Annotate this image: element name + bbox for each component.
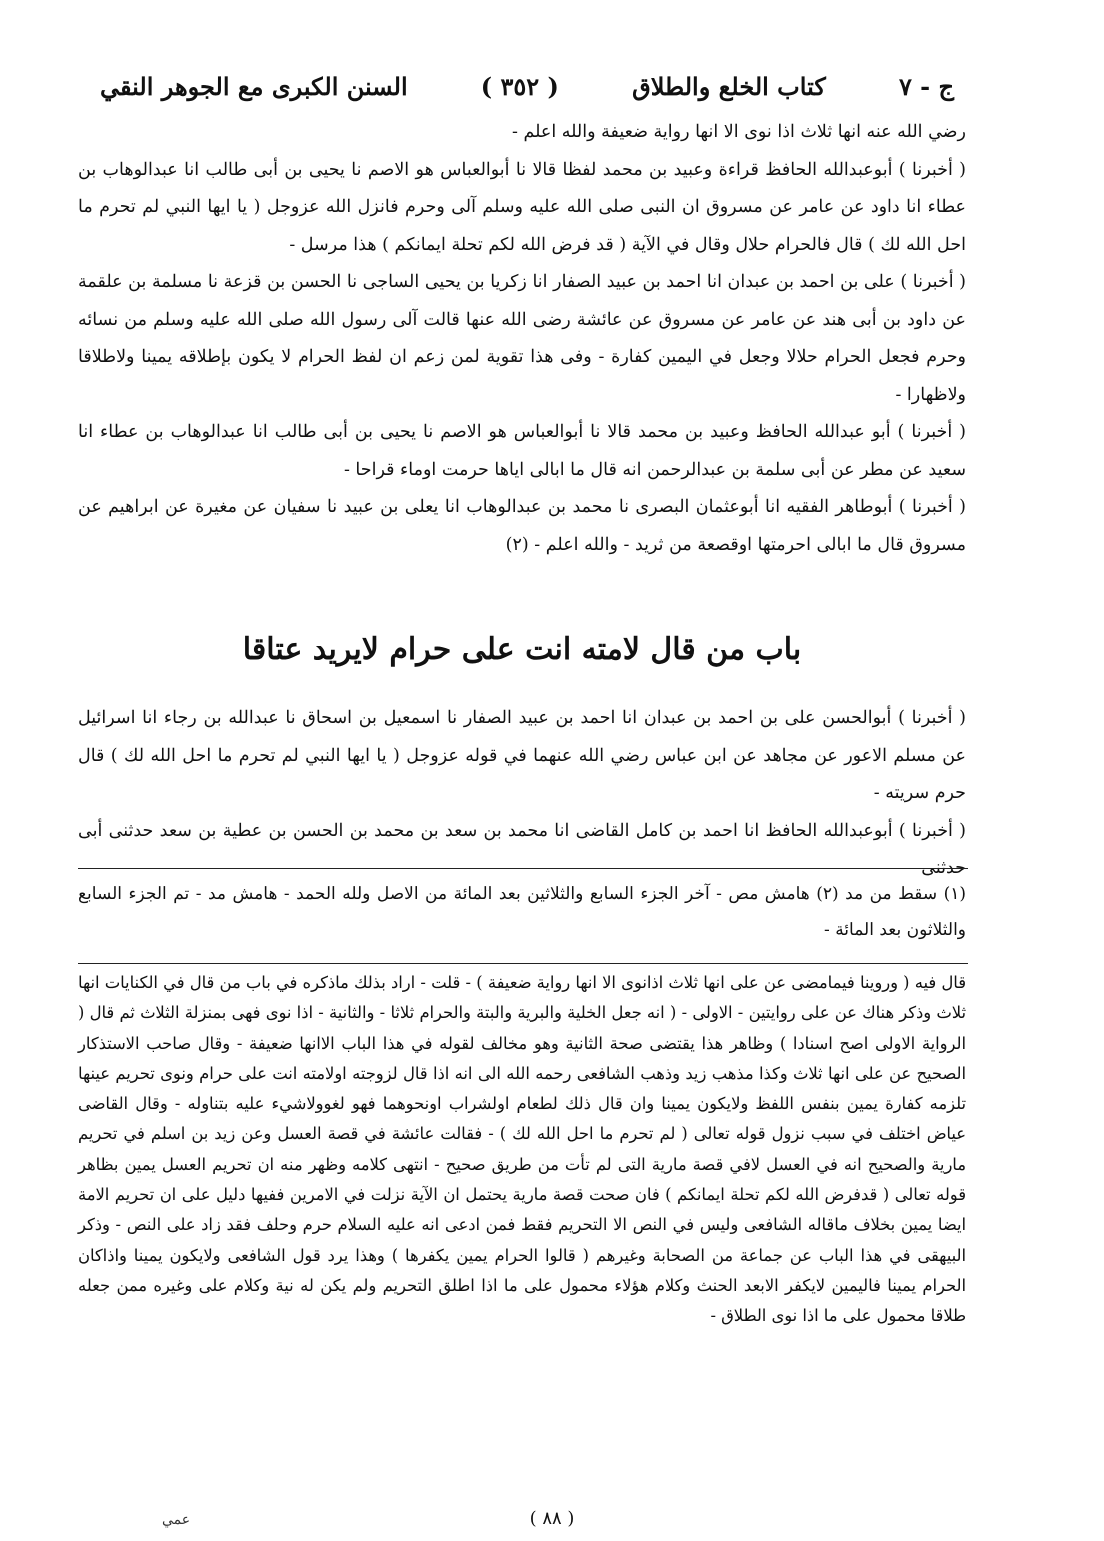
footnote-divider xyxy=(78,868,968,869)
main-text-continued xyxy=(78,700,966,888)
page-number: ( ٨٨ ) xyxy=(529,1508,575,1529)
page-reference: ( ٣٥٢ ) xyxy=(480,71,559,101)
page-stamp: عمي xyxy=(162,1512,191,1528)
paragraph-2: ( أخبرنا ) أبوعبدالله الحافظ قراءة وعبيد بن محمد لفظا قالا نا أبوالعباس هو الاصم نا يحيى بن أبى طالب انا عبدالوهاب بن عطاء انا داود عن عامر عن مسروق ان النبى صلى الله عليه وسلم آلى وحرم فانزل الله عزوجل ( يا ايها النبي لم تحرم ما احل الله لك ) قال فالحرام حلال وقال في الآية ( قد فرض الله لكم تحلة ايمانكم ) هذا مرسل - xyxy=(78,159,966,255)
footnote-1: (١) سقط من مد (٢) هامش مص - آخر الجزء السابع والثلاثين بعد المائة من الاصل ولله الحمد - هامش مد - تم الجزء السابع والثلاثون بعد المائة - xyxy=(78,884,967,940)
running-header xyxy=(100,64,954,108)
paragraph-4: ( أخبرنا ) أبو عبدالله الحافظ وعبيد بن محمد قالا نا أبوالعباس هو الاصم نا يحيى بن أبى طالب انا عبدالوهاب بن عطاء انا سعيد عن مطر عن أبى سلمة بن عبدالرحمن انه قال ما ابالى اياها حرمت اوماء قراحا - xyxy=(78,422,966,480)
section-title: كتاب الخلع والطلاق xyxy=(632,71,826,101)
paragraph-5: ( أخبرنا ) أبوطاهر الفقيه انا أبوعثمان البصرى نا محمد بن عبدالوهاب انا يعلى بن عبيد نا سفيان عن مغيرة عن ابراهيم عن مسروق قال ما ابالى احرمتها اوقصعة من ثريد - والله اعلم - (٢) xyxy=(78,497,966,555)
paragraph-3: ( أخبرنا ) على بن احمد بن عبدان انا احمد بن عبيد الصفار انا زكريا بن يحيى الساجى نا الحسن بن قزعة نا مسلمة بن علقمة عن داود بن أبى هند عن عامر عن مسروق عن عائشة رضى الله عنها قالت آلى رسول الله صلى الله عليه وسلم من نسائه وحرم فجعل الحرام حلالا وجعل في اليمين كفارة - وفى هذا تقوية لمن زعم ان لفظ الحرام لا يكون بإطلاقه يمينا ولاطلاقا ولاظهارا - xyxy=(78,272,966,405)
paragraph-7: ( أخبرنا ) أبوعبدالله الحافظ انا احمد بن كامل القاضى انا محمد بن سعد بن محمد بن الحسن بن عطية بن سعد حدثنى أبى حدثنى xyxy=(78,820,966,878)
main-text xyxy=(78,114,966,564)
footnotes xyxy=(78,876,966,948)
chapter-heading: باب من قال لامته انت على حرام لايريد عتاقا xyxy=(242,632,802,667)
commentary-divider xyxy=(78,963,968,964)
book-title: السنن الكبرى مع الجوهر النقي xyxy=(100,71,408,101)
commentary-text: قال فيه ( وروينا فيمامضى عن على انها ثلاث اذانوى الا انها رواية ضعيفة ) - قلت - اراد بذلك ماذكره في باب من قال في الكنايات انها ثلاث وذكر هناك عن على روايتين - الاولى - ( انه جعل الخلية والبرية والبتة والحرام ثلاثا - والثانية - اذا نوى فهى بمنزلة الثلاث ثم قال ( الرواية الاولى اصح اسنادا ) وظاهر هذا يقتضى صحة الثانية وهو مخالف لقوله في هذا الباب الاانها ضعيفة - وقال صاحب الاستذكار الصحيح عن على انها ثلاث وكذا مذهب زيد وذهب الشافعى رحمه الله الى انه اذا قال لزوجته اولامته انت على حرام ونوى تحريم عينها تلزمه كفارة يمين بنفس اللفظ ولايكون يمينا وان قال ذلك لطعام اولشراب اونحوهما فهو لغوولاشيء عليه بتناوله - وقال القاضى عياض اختلف في سبب نزول قوله تعالى ( لم تحرم ما احل الله لك ) - فقالت عائشة في قصة العسل وعن زيد بن اسلم في تحريم مارية والصحيح انه في العسل لافي قصة مارية التى لم تأت من طريق صحيح - انتهى كلامه وظهر منه ان تحريم العسل يمين بظاهر قوله تعالى ( قدفرض الله لكم تحلة ايمانكم ) فان صحت قصة مارية يحتمل ان الآية نزلت في الامرين ففيها دليل على ان تحريم الامة ايضا يمين بخلاف ماقاله الشافعى وليس في النص الا التحريم فقط فمن ادعى انه عليه السلام حرم وحلف فقد زاد على النص - وذكر البيهقى في هذا الباب عن جماعة من الصحابة وغيرهم ( قالوا الحرام يمين يكفرها ) وهذا يرد قول الشافعى ولايكون يمينا واذاكان الحرام يمينا فاليمين لايكفر الابعد الحنث وكلام هؤلاء محمول على ما اذا اطلق التحريم ولم يكن له نية وكلام على وغيره ممن جعله طلاقا محمول على ما اذا نوى الطلاق - xyxy=(78,973,966,1326)
paragraph-6: ( أخبرنا ) أبوالحسن على بن احمد بن عبدان انا احمد بن عبيد الصفار نا اسمعيل بن اسحاق نا عبدالله بن رجاء انا اسرائيل عن مسلم الاعور عن مجاهد عن ابن عباس رضي الله عنهما في قوله عزوجل ( يا ايها النبي لم تحرم ما احل الله لك ) قال حرم سريته - xyxy=(78,708,966,803)
commentary-section xyxy=(78,968,966,1332)
paragraph-1: رضي الله عنه انها ثلاث اذا نوى الا انها رواية ضعيفة والله اعلم - xyxy=(511,122,966,142)
volume-number: ج - ٧ xyxy=(898,71,954,101)
